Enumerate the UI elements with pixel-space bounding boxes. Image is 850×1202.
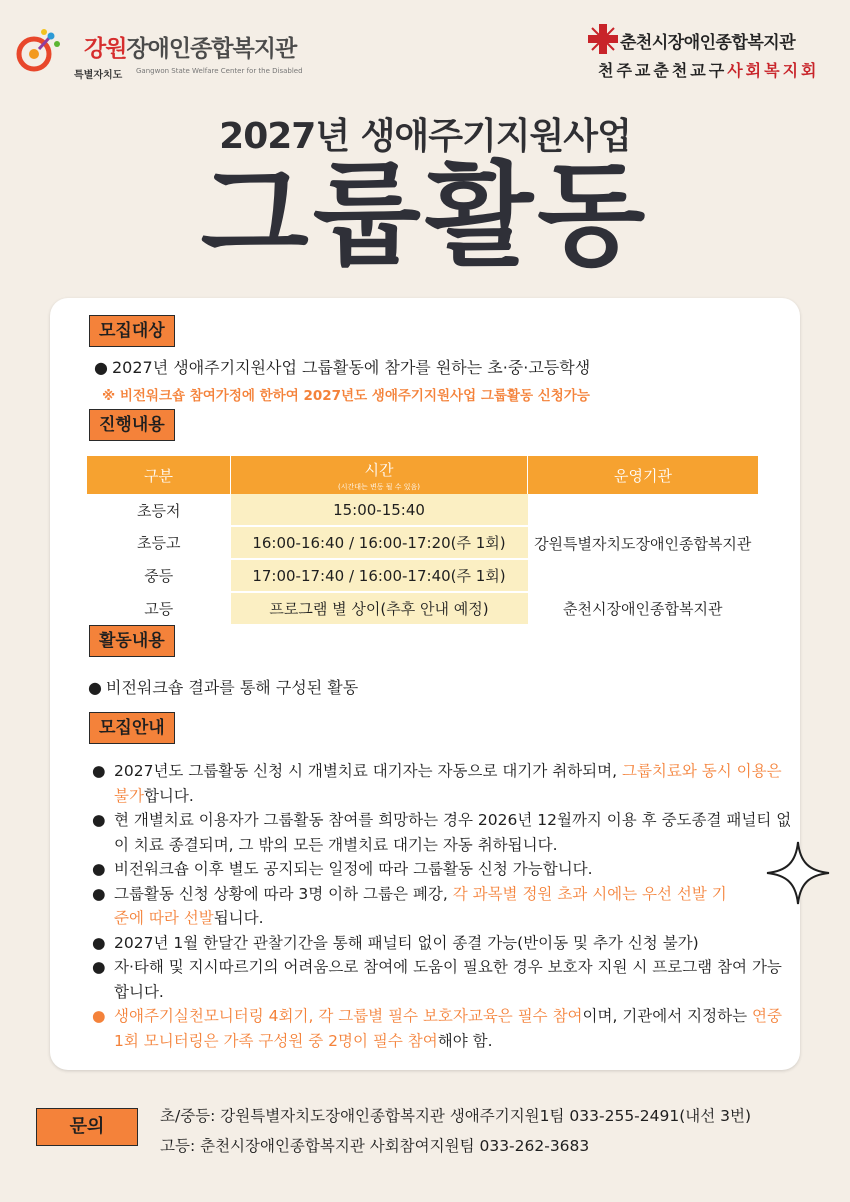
time-cell: 15:00-15:40: [231, 494, 528, 526]
progress-tag: 진행내용: [89, 409, 175, 441]
guide-item: ● 자·타해 및 지시따르기의 어려움으로 참여에 도움이 필요한 경우 보호자 지원 시 프로그램 참여 가능합니다.: [92, 958, 782, 1001]
contact-line-1: 초/중등: 강원특별자치도장애인종합복지관 생애주기지원1팀 033-255-2491(내선 3번): [160, 1107, 752, 1125]
guide-item: ● 그룹활동 신청 상황에 따라 3명 이하 그룹은 폐강, 각 과목별 정원 초과 시에는 우선 선발 기준에 따라 선발됩니다.: [92, 884, 727, 927]
grade-cell: 초등고: [87, 526, 231, 559]
left-logo-name: 강원장애인종합복지관: [84, 36, 297, 62]
catholic-cross-icon: [586, 22, 620, 56]
welfare-center-logo-icon: [14, 26, 64, 76]
guide-item: ● 현 개별치료 이용자가 그룹활동 참여를 희망하는 경우 2026년 12월까지 이용 후 중도종결 패널티 없이 치료 종결되며, 그 밖의 모든 개별치료 대기는 자동 취하됩니다.: [92, 811, 792, 854]
left-logo-english: Gangwon State Welfare Center for the Disabled: [136, 67, 303, 75]
activity-tag: 활동내용: [89, 625, 175, 657]
org-cell: 춘천시장애인종합복지관: [528, 592, 759, 625]
recruit-target-tag: 모집대상: [89, 315, 175, 347]
guide-item: ● 2027년도 그룹활동 신청 시 개별치료 대기자는 자동으로 대기가 취하되며, 그룹치료와 동시 이용은 불가합니다.: [92, 762, 782, 805]
right-logo-sub: 천주교춘천교구사회복지회: [598, 61, 820, 80]
time-cell: 16:00-16:40 / 16:00-17:20(주 1회): [231, 526, 528, 559]
org-cell: 강원특별자치도장애인종합복지관: [528, 494, 759, 592]
header-org: 운영기관: [528, 456, 759, 494]
schedule-table: [87, 456, 758, 626]
right-logo: [586, 22, 836, 82]
guide-item: ● 비전워크숍 이후 별도 공지되는 일정에 따라 그룹활동 신청 가능합니다.: [92, 860, 593, 878]
recruit-target-note: ※ 비전워크숍 참여가정에 한하여 2027년도 생애주기지원사업 그룹활동 신청가능: [102, 388, 590, 404]
header-time: 시간 (시간대는 변동 될 수 있음): [231, 456, 528, 494]
table-row: [87, 592, 758, 625]
header-grade: 구분: [87, 456, 231, 494]
guide-item: ● 생애주기실천모니터링 4회기, 각 그룹별 필수 보호자교육은 필수 참여이며, 기관에서 지정하는 연중 1회 모니터링은 가족 구성원 중 2명이 필수 참여해야 함.: [92, 1007, 782, 1050]
recruit-target-bullet: ● 2027년 생애주기지원사업 그룹활동에 참가를 원하는 초·중·고등학생: [94, 358, 591, 377]
contact-line-2: 고등: 춘천시장애인종합복지관 사회참여지원팀 033-262-3683: [160, 1137, 590, 1155]
page-title: 그룹활동: [200, 151, 650, 281]
right-logo-name: 춘천시장애인종합복지관: [620, 33, 796, 53]
left-logo: [14, 22, 344, 82]
guide-tag: 모집안내: [89, 712, 175, 744]
sparkle-icon: [765, 840, 831, 906]
guide-item: ● 2027년 1월 한달간 관찰기간을 통해 패널티 없이 종결 가능(반이동 및 추가 신청 불가): [92, 933, 699, 952]
grade-cell: 고등: [87, 592, 231, 625]
header-time-note: (시간대는 변동 될 수 있음): [338, 482, 420, 491]
grade-cell: 중등: [87, 559, 231, 592]
table-header-row: [87, 456, 758, 494]
table-row: [87, 494, 758, 526]
contact-tag: 문의: [36, 1108, 138, 1146]
time-cell: 17:00-17:40 / 16:00-17:40(주 1회): [231, 559, 528, 592]
grade-cell: 초등저: [87, 494, 231, 526]
left-logo-sub: 특별자치도: [74, 70, 123, 81]
time-cell: 프로그램 별 상이(추후 안내 예정): [231, 592, 528, 625]
guide-list: [92, 759, 792, 1053]
page-subtitle: 2027년 생애주기지원사업: [219, 116, 631, 157]
activity-bullet: ● 비전워크숍 결과를 통해 구성된 활동: [88, 678, 359, 697]
